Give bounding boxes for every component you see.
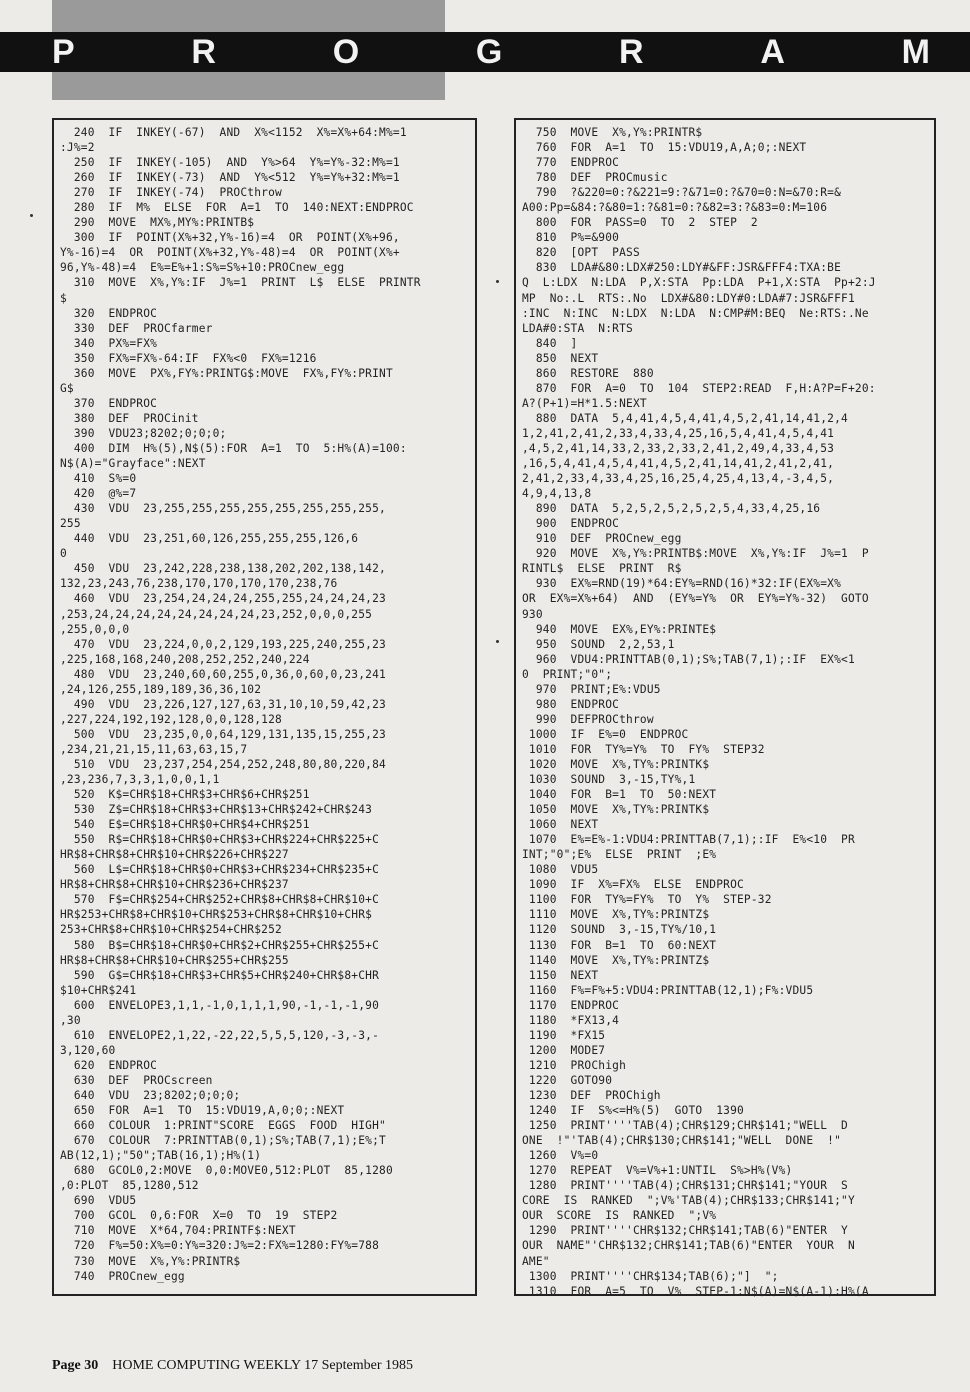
code-line: 660 COLOUR 1:PRINT"SCORE EGGS FOOD HIGH" (60, 1119, 386, 1133)
code-line: 980 ENDPROC (522, 697, 620, 711)
code-line: 1060 NEXT (522, 818, 599, 832)
code-line: 910 DEF PROCnew_egg (522, 532, 682, 546)
banner-letter: P (52, 33, 75, 71)
banner-letter: R (191, 33, 216, 71)
code-line: AB(12,1);"50";TAB(16,1);H%(1) (60, 1149, 262, 1163)
code-line: 450 VDU 23,242,228,238,138,202,202,138,142, (60, 562, 386, 576)
code-line: 300 IF POINT(X%+32,Y%-16)=4 OR POINT(X%+96, (60, 231, 400, 245)
page-footer (52, 1358, 413, 1374)
code-line: 510 VDU 23,237,254,254,252,248,80,80,220,84 (60, 757, 386, 771)
code-line: 550 R$=CHR$18+CHR$0+CHR$3+CHR$224+CHR$225+C (60, 833, 380, 847)
code-line: 560 L$=CHR$18+CHR$0+CHR$3+CHR$234+CHR$235+C (60, 863, 380, 877)
code-line: CORE IS RANKED ";V%'TAB(4);CHR$133;CHR$141;"Y (522, 1194, 855, 1208)
code-line: 530 Z$=CHR$18+CHR$3+CHR$13+CHR$242+CHR$243 (60, 803, 373, 817)
code-line: 1040 FOR B=1 TO 50:NEXT (522, 788, 717, 802)
code-line: 750 MOVE X%,Y%:PRINTR$ (522, 126, 703, 139)
code-line: 760 FOR A=1 TO 15:VDU19,A,A;0;:NEXT (522, 141, 807, 155)
code-line: 570 F$=CHR$254+CHR$252+CHR$8+CHR$8+CHR$10+C (60, 893, 380, 907)
code-line: 880 DATA 5,4,41,4,5,4,41,4,5,2,41,14,41,2,4 (522, 411, 848, 425)
code-line: 330 DEF PROCfarmer (60, 321, 213, 335)
banner-letter: G (475, 33, 503, 71)
code-lines-left (60, 125, 469, 1284)
code-line: 360 MOVE PX%,FY%:PRINTG$:MOVE FX%,FY%:PRINT (60, 366, 393, 380)
code-line: HR$253+CHR$8+CHR$10+CHR$253+CHR$8+CHR$10+CHR$ (60, 908, 373, 922)
code-line: 900 ENDPROC (522, 517, 620, 531)
code-line: ,24,126,255,189,189,36,36,102 (60, 682, 262, 696)
code-line: 790 ?&220=0:?&221=9:?&71=0:?&70=0:N=&70:R=& (522, 186, 842, 200)
code-line: OR EX%=X%+64) AND (EY%=Y% OR EY%=Y%-32) GOTO (522, 592, 869, 606)
code-line: 770 ENDPROC (522, 156, 620, 170)
code-line: 1170 ENDPROC (522, 998, 620, 1012)
code-line: 1000 IF E%=0 ENDPROC (522, 727, 689, 741)
code-line: 740 PROCnew_egg (60, 1269, 185, 1283)
code-line: 860 RESTORE 880 (522, 366, 654, 380)
code-line: 1160 F%=F%+5:VDU4:PRINTTAB(12,1);F%:VDU5 (522, 983, 814, 997)
margin-dot (496, 640, 499, 643)
code-line: 1300 PRINT''''CHR$134;TAB(6);"] "; (522, 1269, 779, 1283)
code-line: AME" (522, 1254, 550, 1268)
code-line: Y%-16)=4 OR POINT(X%+32,Y%-48)=4 OR POINT(X%+ (60, 246, 400, 260)
code-line: 255 (60, 517, 81, 531)
code-line: 430 VDU 23,255,255,255,255,255,255,255,255, (60, 502, 386, 516)
code-line: 580 B$=CHR$18+CHR$0+CHR$2+CHR$255+CHR$255+C (60, 938, 380, 952)
code-line: 690 VDU5 (60, 1194, 137, 1208)
code-line: 240 IF INKEY(-67) AND X%<1152 X%=X%+64:M%=1 (60, 126, 407, 139)
code-line: 800 FOR PASS=0 TO 2 STEP 2 (522, 216, 758, 230)
code-line: 1280 PRINT''''TAB(4);CHR$131;CHR$141;"YOUR S (522, 1179, 848, 1193)
code-line: 870 FOR A=0 TO 104 STEP2:READ F,H:A?P=F+20: (522, 381, 876, 395)
code-line: 620 ENDPROC (60, 1058, 158, 1072)
code-line: Q L:LDX N:LDA P,X:STA Pp:LDA P+1,X:STA Pp+2:J (522, 276, 876, 290)
code-line: A?(P+1)=H*1.5:NEXT (522, 396, 647, 410)
code-line: 260 IF INKEY(-73) AND Y%<512 Y%=Y%+32:M%=1 (60, 171, 400, 185)
code-line: 290 MOVE MX%,MY%:PRINTB$ (60, 216, 255, 230)
code-line: 930 EX%=RND(19)*64:EY%=RND(16)*32:IF(EX%=X% (522, 577, 842, 591)
code-line: 1020 MOVE X%,TY%:PRINTK$ (522, 757, 710, 771)
code-line: 1310 FOR A=5 TO V% STEP-1:N$(A)=N$(A-1):H%(A (522, 1284, 869, 1298)
code-line: 1190 *FX15 (522, 1028, 606, 1042)
code-line: 390 VDU23;8202;0;0;0; (60, 426, 227, 440)
code-line: 310 MOVE X%,Y%:IF J%=1 PRINT L$ ELSE PRINTR (60, 276, 421, 290)
code-line: 350 FX%=FX%-64:IF FX%<0 FX%=1216 (60, 351, 317, 365)
code-line: ,255,0,0,0 (60, 622, 130, 636)
code-line: 600 ENVELOPE3,1,1,-1,0,1,1,1,90,-1,-1,-1,90 (60, 998, 380, 1012)
code-line: 1140 MOVE X%,TY%:PRINTZ$ (522, 953, 710, 967)
code-line: 1180 *FX13,4 (522, 1013, 620, 1027)
code-line: 630 DEF PROCscreen (60, 1073, 213, 1087)
code-line: 670 COLOUR 7:PRINTTAB(0,1);S%;TAB(7,1);E%;T (60, 1134, 386, 1148)
banner-letter: O (332, 33, 360, 71)
code-line: MP No:.L RTS:.No LDX#&80:LDY#0:LDA#7:JSR&FFF1 (522, 291, 855, 305)
code-line: 132,23,243,76,238,170,170,170,170,238,76 (60, 577, 338, 591)
code-listing-right (514, 118, 936, 1296)
code-line: 1010 FOR TY%=Y% TO FY% STEP32 (522, 742, 765, 756)
code-line: 1130 FOR B=1 TO 60:NEXT (522, 938, 717, 952)
code-line: 960 VDU4:PRINTTAB(0,1);S%;TAB(7,1);:IF EX%<1 (522, 652, 855, 666)
code-line: 990 DEFPROCthrow (522, 712, 654, 726)
code-line: 1240 IF S%<=H%(5) GOTO 1390 (522, 1104, 744, 1118)
code-line: 950 SOUND 2,2,53,1 (522, 637, 675, 651)
code-line: 840 ] (522, 336, 578, 350)
code-line: 590 G$=CHR$18+CHR$3+CHR$5+CHR$240+CHR$8+CHR (60, 968, 380, 982)
code-line: 540 E$=CHR$18+CHR$0+CHR$4+CHR$251 (60, 818, 310, 832)
code-line: 0 PRINT;"0"; (522, 667, 613, 681)
code-line: 420 @%=7 (60, 487, 137, 501)
code-line: :J%=2 (60, 141, 95, 155)
code-line: 810 P%=&900 (522, 231, 620, 245)
code-line: 480 VDU 23,240,60,60,255,0,36,0,60,0,23,241 (60, 667, 386, 681)
code-line: 460 VDU 23,254,24,24,24,255,255,24,24,24,23 (60, 592, 386, 606)
footer-page-number: Page 30 (52, 1358, 99, 1373)
code-line: 1270 REPEAT V%=V%+1:UNTIL S%>H%(V%) (522, 1164, 793, 1178)
code-line: HR$8+CHR$8+CHR$10+CHR$226+CHR$227 (60, 848, 289, 862)
margin-dot (30, 214, 33, 217)
code-line: 1030 SOUND 3,-15,TY%,1 (522, 773, 696, 787)
banner-letter: M (901, 33, 930, 71)
code-line: 340 PX%=FX% (60, 336, 158, 350)
code-line: 890 DATA 5,2,5,2,5,2,5,2,5,4,33,4,25,16 (522, 502, 821, 516)
code-line: ,30 (60, 1013, 81, 1027)
footer-publication: HOME COMPUTING WEEKLY 17 September 1985 (112, 1358, 413, 1373)
code-line: 930 (522, 607, 543, 621)
code-line: 270 IF INKEY(-74) PROCthrow (60, 186, 282, 200)
code-line: 410 S%=0 (60, 472, 137, 486)
program-banner (0, 32, 970, 72)
code-lines-right (522, 125, 928, 1299)
code-line: 1210 PROChigh (522, 1058, 627, 1072)
code-line: 490 VDU 23,226,127,127,63,31,10,10,59,42,23 (60, 697, 386, 711)
code-line: ,23,236,7,3,3,1,0,0,1,1 (60, 773, 220, 787)
code-line: :INC N:INC N:LDX N:LDA N:CMP#M:BEQ Ne:RTS:.Ne (522, 306, 869, 320)
code-line: 400 DIM H%(5),N$(5):FOR A=1 TO 5:H%(A)=100: (60, 441, 407, 455)
code-line: 1220 GOTO90 (522, 1073, 613, 1087)
code-line: INT;"0";E% ELSE PRINT ;E% (522, 848, 717, 862)
code-line: 1290 PRINT''''CHR$132;CHR$141;TAB(6)"ENTER Y (522, 1224, 848, 1238)
code-line: N$(A)="Grayface":NEXT (60, 457, 206, 471)
code-line: 720 F%=50:X%=0:Y%=320:J%=2:FX%=1280:FY%=788 (60, 1239, 380, 1253)
code-line: OUR NAME"'CHR$132;CHR$141;TAB(6)"ENTER YOUR N (522, 1239, 855, 1253)
code-line: 500 VDU 23,235,0,0,64,129,131,135,15,255,23 (60, 727, 386, 741)
code-line: 830 LDA#&80:LDX#250:LDY#&FF:JSR&FFF4:TXA:BE (522, 261, 842, 275)
banner-letter: R (619, 33, 644, 71)
code-line: 520 K$=CHR$18+CHR$3+CHR$6+CHR$251 (60, 788, 310, 802)
code-line: 96,Y%-48)=4 E%=E%+1:S%=S%+10:PROCnew_egg (60, 261, 345, 275)
code-line: 3,120,60 (60, 1043, 116, 1057)
code-line: 850 NEXT (522, 351, 599, 365)
code-line: ,227,224,192,192,128,0,0,128,128 (60, 712, 282, 726)
code-line: 0 (60, 547, 67, 561)
code-line: ONE !"'TAB(4);CHR$130;CHR$141;"WELL DONE !" (522, 1134, 842, 1148)
code-line: HR$8+CHR$8+CHR$10+CHR$255+CHR$255 (60, 953, 289, 967)
code-line: ,4,5,2,41,14,33,2,33,2,33,2,41,2,49,4,33,4,53 (522, 441, 835, 455)
code-line: LDA#0:STA N:RTS (522, 321, 633, 335)
code-line: 1120 SOUND 3,-15,TY%/10,1 (522, 923, 717, 937)
code-line: 4,9,4,13,8 (522, 487, 592, 501)
code-line: ,16,5,4,41,4,5,4,41,4,5,2,41,14,41,2,41,2,41, (522, 457, 835, 471)
code-line: 730 MOVE X%,Y%:PRINTR$ (60, 1254, 241, 1268)
code-line: 253+CHR$8+CHR$10+CHR$254+CHR$252 (60, 923, 282, 937)
code-line: 2,41,2,33,4,33,4,25,16,25,4,25,4,13,4,-3,4,5, (522, 472, 835, 486)
code-line: 1070 E%=E%-1:VDU4:PRINTTAB(7,1);:IF E%<10 PR (522, 833, 855, 847)
banner-letter: A (760, 33, 785, 71)
code-line: ,225,168,168,240,208,252,252,240,224 (60, 652, 310, 666)
code-line: 680 GCOL0,2:MOVE 0,0:MOVE0,512:PLOT 85,1280 (60, 1164, 393, 1178)
code-line: HR$8+CHR$8+CHR$10+CHR$236+CHR$237 (60, 878, 289, 892)
code-line: 650 FOR A=1 TO 15:VDU19,A,0;0;:NEXT (60, 1104, 345, 1118)
code-line: 1090 IF X%=FX% ELSE ENDPROC (522, 878, 744, 892)
code-line: 370 ENDPROC (60, 396, 158, 410)
code-line: 1080 VDU5 (522, 863, 599, 877)
code-line: 610 ENVELOPE2,1,22,-22,22,5,5,5,120,-3,-3,- (60, 1028, 380, 1042)
code-line: OUR SCORE IS RANKED ";V% (522, 1209, 717, 1223)
code-line: 280 IF M% ELSE FOR A=1 TO 140:NEXT:ENDPROC (60, 201, 414, 215)
code-line: 920 MOVE X%,Y%:PRINTB$:MOVE X%,Y%:IF J%=1 P (522, 547, 869, 561)
code-line: $ (60, 291, 67, 305)
code-line: A00:Pp=&84:?&80=1:?&81=0:?&82=3:?&83=0:M=106 (522, 201, 828, 215)
code-line: ,0:PLOT 85,1280,512 (60, 1179, 199, 1193)
code-line: 1110 MOVE X%,TY%:PRINTZ$ (522, 908, 710, 922)
code-line: 970 PRINT;E%:VDU5 (522, 682, 661, 696)
code-line: ,234,21,21,15,11,63,63,15,7 (60, 742, 248, 756)
code-line: 1230 DEF PROChigh (522, 1089, 661, 1102)
code-line: 470 VDU 23,224,0,0,2,129,193,225,240,255,23 (60, 637, 386, 651)
code-line: 710 MOVE X*64,704:PRINTF$:NEXT (60, 1224, 296, 1238)
code-listing-left (52, 118, 477, 1296)
code-line: 380 DEF PROCinit (60, 411, 199, 425)
code-line: 1,2,41,2,41,2,33,4,33,4,25,16,5,4,41,4,5,4,41 (522, 426, 835, 440)
code-line: 700 GCOL 0,6:FOR X=0 TO 19 STEP2 (60, 1209, 338, 1223)
code-line: 1250 PRINT''''TAB(4);CHR$129;CHR$141;"WELL D (522, 1119, 848, 1133)
code-line: 440 VDU 23,251,60,126,255,255,255,126,6 (60, 532, 359, 546)
code-line: 250 IF INKEY(-105) AND Y%>64 Y%=Y%-32:M%=1 (60, 156, 400, 170)
code-line: G$ (60, 381, 74, 395)
code-line: $10+CHR$241 (60, 983, 137, 997)
code-line: 1260 V%=0 (522, 1149, 599, 1163)
code-line: 940 MOVE EX%,EY%:PRINTE$ (522, 622, 717, 636)
code-line: 780 DEF PROCmusic (522, 171, 668, 185)
margin-dot (496, 280, 499, 283)
code-line: RINTL$ ELSE PRINT R$ (522, 562, 682, 576)
code-line: 1200 MODE7 (522, 1043, 606, 1057)
code-line: 640 VDU 23;8202;0;0;0; (60, 1089, 241, 1102)
code-line: 1150 NEXT (522, 968, 599, 982)
code-line: 1050 MOVE X%,TY%:PRINTK$ (522, 803, 710, 817)
code-line: 320 ENDPROC (60, 306, 158, 320)
code-line: 1100 FOR TY%=FY% TO Y% STEP-32 (522, 893, 772, 907)
code-line: ,253,24,24,24,24,24,24,24,24,23,252,0,0,0,255 (60, 607, 373, 621)
code-line: 820 [OPT PASS (522, 246, 640, 260)
